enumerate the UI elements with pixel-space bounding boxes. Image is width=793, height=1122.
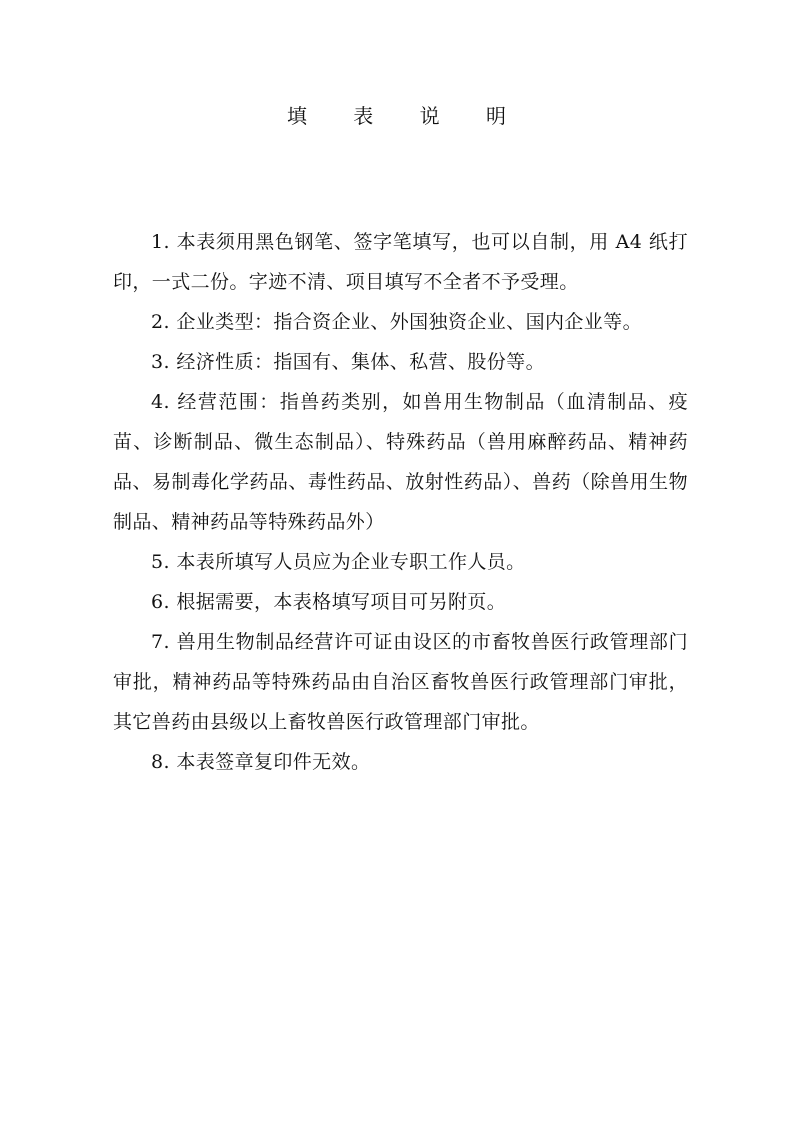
instructions-list [113,222,688,782]
instruction-item-8: 8. 本表签章复印件无效。 [151,751,371,773]
instruction-item-3: 3. 经济性质：指国有、集体、私营、股份等。 [151,351,545,373]
instruction-item-4: 4. 经营范围：指兽药类别，如兽用生物制品（血清制品、疫苗、诊断制品、微生态制品）、特殊药品（兽用麻醉药品、精神药品、易制毒化学药品、毒性药品、放射性药品）、兽药（除兽用生物制品、精神药品等特殊药品外） [113,391,688,533]
instruction-item-1: 1. 本表须用黑色钢笔、签字笔填写，也可以自制，用 A4 纸打印，一式二份。字迹不清、项目填写不全者不予受理。 [113,231,688,293]
instruction-item-5: 5. 本表所填写人员应为企业专职工作人员。 [151,551,526,573]
instruction-item-2: 2. 企业类型：指合资企业、外国独资企业、国内企业等。 [151,311,642,333]
instruction-item-6: 6. 根据需要，本表格填写项目可另附页。 [151,591,507,613]
page-title: 填 表 说 明 [286,104,527,128]
instruction-item-7: 7. 兽用生物制品经营许可证由设区的市畜牧兽医行政管理部门审批，精神药品等特殊药品由自治区畜牧兽医行政管理部门审批，其它兽药由县级以上畜牧兽医行政管理部门审批。 [113,631,688,733]
